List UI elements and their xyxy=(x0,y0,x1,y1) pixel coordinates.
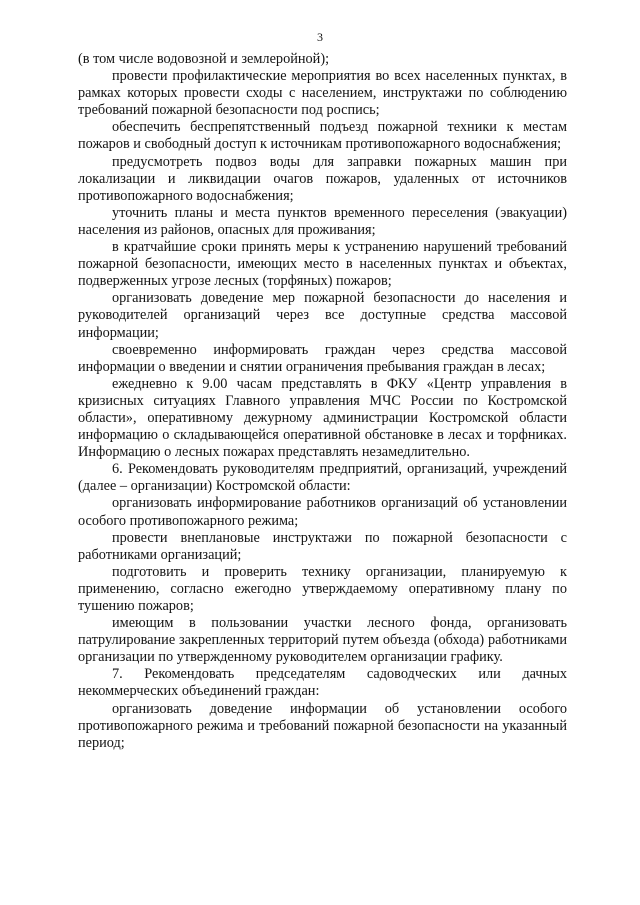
paragraph: организовать доведение информации об установлении особого противопожарного режима и требований пожарной безопасности на указанный период; xyxy=(78,700,567,751)
paragraph: (в том числе водовозной и землеройной); xyxy=(78,51,330,67)
paragraph: провести профилактические мероприятия во всех населенных пунктах, в рамках которых провести сходы с населением, инструктажи по соблюдению требований пожарной безопасности под роспись; xyxy=(78,68,567,119)
paragraph: организовать информирование работников организаций об установлении особого противопожарного режима; xyxy=(78,495,567,529)
document-body xyxy=(78,51,567,752)
paragraph: имеющим в пользовании участки лесного фонда, организовать патрулирование закрепленных территорий путем объезда (обхода) работниками организации по утвержденному руководителем организации графику. xyxy=(78,615,567,666)
paragraph: организовать доведение мер пожарной безопасности до населения и руководителей организаций через все доступные средства массовой информации; xyxy=(78,290,567,341)
paragraph: уточнить планы и места пунктов временного переселения (эвакуации) населения из районов, опасных для проживания; xyxy=(78,204,567,238)
paragraph: предусмотреть подвоз воды для заправки пожарных машин при локализации и ликвидации очагов пожаров, удаленных от источников противопожарного водоснабжения; xyxy=(78,153,567,204)
paragraph: обеспечить беспрепятственный подъезд пожарной техники к местам пожаров и свободный доступ к источникам противопожарного водоснабжения; xyxy=(78,119,567,153)
paragraph: в кратчайшие сроки принять меры к устранению нарушений требований пожарной безопасности, имеющих место в населенных пунктах и объектах, подверженных угрозе лесных (торфяных) пожаров; xyxy=(78,239,567,290)
paragraph: провести внеплановые инструктажи по пожарной безопасности с работниками организаций; xyxy=(78,529,567,563)
page-number: 3 xyxy=(317,30,323,44)
paragraph: 6. Рекомендовать руководителям предприятий, организаций, учреждений (далее – организации) Костромской области: xyxy=(78,461,567,495)
paragraph: ежедневно к 9.00 часам представлять в ФКУ «Центр управления в кризисных ситуациях Главного управления МЧС России по Костромской области», оперативному дежурному администрации Костромской области информацию о складывающейся оперативной обстановке в лесах и торфниках. Информацию о лесных пожарах представлять незамедлительно. xyxy=(78,375,567,461)
paragraph: своевременно информировать граждан через средства массовой информации о введении и снятии ограничения пребывания граждан в лесах; xyxy=(78,341,567,375)
paragraph: 7. Рекомендовать председателям садоводческих или дачных некоммерческих объединений граждан: xyxy=(78,666,567,700)
paragraph: подготовить и проверить технику организации, планируемую к применению, согласно ежегодно утверждаемому оперативному плану по тушению пожаров; xyxy=(78,563,567,614)
